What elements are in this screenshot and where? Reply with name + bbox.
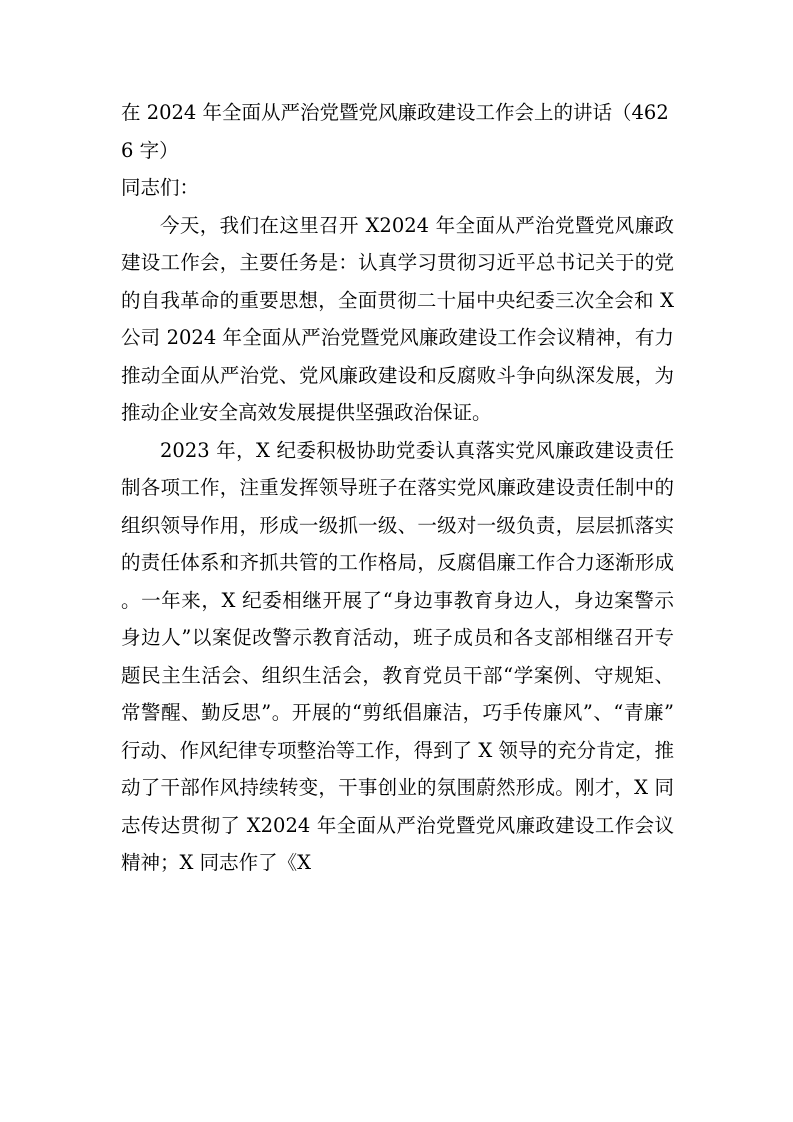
- document-body: [121, 94, 674, 882]
- document-title: 在 2024 年全面从严治党暨党风廉政建设工作会上的讲话（4626 字）: [121, 101, 669, 162]
- paragraph-review-2023: 2023 年，X 纪委积极协助党委认真落实党风廉政建设责任制各项工作，注重发挥领导班子在落实党风廉政建设责任制中的组织领导作用，形成一级抓一级、一级对一级负责，层层抓落实的责任体系和齐抓共管的工作格局，反腐倡廉工作合力逐渐形成。一年来，X 纪委相继开展了“身边事教育身边人，身边案警示身边人”以案促改警示教育活动，班子成员和各支部相继召开专题民主生活会、组织生活会，教育党员干部“学案例、守规矩、常警醒、勤反思”。开展的“剪纸倡廉洁，巧手传廉风”、“青廉”行动、作风纪律专项整治等工作，得到了 X 领导的充分肯定，推动了干部作风持续转变，干事创业的氛围蔚然形成。刚才，X 同志传达贯彻了 X2024 年全面从严治党暨党风廉政建设工作会议精神；X 同志作了《X: [121, 438, 674, 874]
- paragraph-opening: 今天，我们在这里召开 X2024 年全面从严治党暨党风廉政建设工作会，主要任务是：认真学习贯彻习近平总书记关于的党的自我革命的重要思想，全面贯彻二十届中央纪委三次全会和 X 公司 2024 年全面从严治党暨党风廉政建设工作会议精神，有力推动全面从严治党、党风廉政建设和反腐败斗争向纵深发展，为推动企业安全高效发展提供坚强政治保证。: [121, 213, 674, 424]
- salutation: 同志们：: [121, 176, 200, 199]
